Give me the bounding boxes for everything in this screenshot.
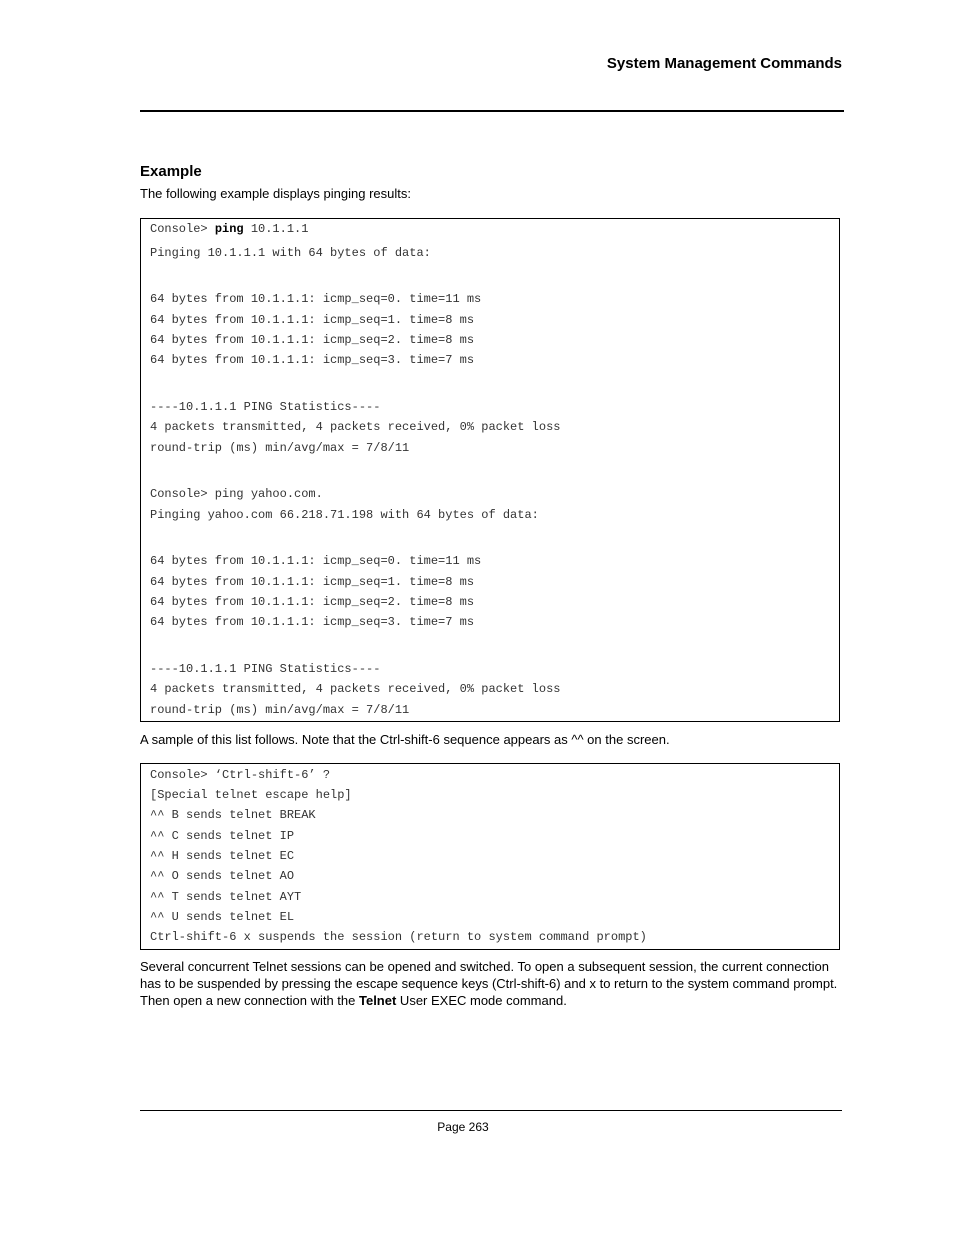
code-line: Ctrl-shift-6 x suspends the session (return to system command prompt) <box>150 930 647 944</box>
code-line: 64 bytes from 10.1.1.1: icmp_seq=2. time=8 ms <box>150 595 475 609</box>
code-line: ----10.1.1.1 PING Statistics---- <box>150 662 381 676</box>
code-line: Console> ping yahoo.com. <box>150 487 323 501</box>
code-line: ^^ B sends telnet BREAK <box>150 808 316 822</box>
code-line: Pinging 10.1.1.1 with 64 bytes of data: <box>150 246 431 260</box>
code-line: round-trip (ms) min/avg/max = 7/8/11 <box>150 703 410 717</box>
page-number: Page 263 <box>437 1120 489 1134</box>
header-divider <box>140 110 844 112</box>
code-line: round-trip (ms) min/avg/max = 7/8/11 <box>150 441 410 455</box>
ping-code-block <box>140 218 840 722</box>
page-header-title: System Management Commands <box>606 55 842 72</box>
code-line: 64 bytes from 10.1.1.1: icmp_seq=2. time=8 ms <box>150 333 475 347</box>
code-line: ^^ U sends telnet EL <box>150 910 295 924</box>
code-line: Console> ‘Ctrl-shift-6’ ? <box>150 768 331 782</box>
telnet-escape-code-block <box>140 763 840 950</box>
code-line: 64 bytes from 10.1.1.1: icmp_seq=0. time=11 ms <box>150 554 482 568</box>
ping-command: ping <box>214 222 244 236</box>
code-line: ^^ O sends telnet AO <box>150 869 295 883</box>
code-line: ^^ C sends telnet IP <box>150 829 295 843</box>
closing-text-start: Several concurrent Telnet sessions can be opened and switched. To open a subsequent session, the current connection has to be suspended by pressing the escape sequence keys (Ctrl-shift-6) and x to return to the system command prompt. Then open a new connection with the <box>140 959 838 1008</box>
code-line: ^^ H sends telnet EC <box>150 849 295 863</box>
code-line: 64 bytes from 10.1.1.1: icmp_seq=1. time=8 ms <box>150 313 475 327</box>
console-prompt: Console> <box>150 222 215 236</box>
telnet-keyword: Telnet <box>358 993 397 1008</box>
section-heading: Example <box>140 163 202 180</box>
footer-divider <box>140 1110 842 1111</box>
sample-note-paragraph: A sample of this list follows. Note that the Ctrl-shift-6 sequence appears as ^^ on the screen. <box>140 732 670 747</box>
ping-argument: 10.1.1.1 <box>243 222 309 236</box>
code-line: 64 bytes from 10.1.1.1: icmp_seq=3. time=7 ms <box>150 615 475 629</box>
code-line: ^^ T sends telnet AYT <box>150 890 302 904</box>
code-line: ----10.1.1.1 PING Statistics---- <box>150 400 381 414</box>
closing-text-end: User EXEC mode command. <box>396 993 567 1008</box>
code-line: 64 bytes from 10.1.1.1: icmp_seq=3. time=7 ms <box>150 353 475 367</box>
intro-paragraph: The following example displays pinging results: <box>140 186 411 201</box>
code-line: Pinging yahoo.com 66.218.71.198 with 64 bytes of data: <box>150 508 539 522</box>
code-line <box>150 222 308 236</box>
code-line: [Special telnet escape help] <box>150 788 352 802</box>
code-line: 4 packets transmitted, 4 packets received, 0% packet loss <box>150 682 561 696</box>
code-line: 64 bytes from 10.1.1.1: icmp_seq=0. time=11 ms <box>150 292 482 306</box>
code-line: 4 packets transmitted, 4 packets received, 0% packet loss <box>150 420 561 434</box>
code-line: 64 bytes from 10.1.1.1: icmp_seq=1. time=8 ms <box>150 575 475 589</box>
closing-paragraph <box>140 958 844 1009</box>
